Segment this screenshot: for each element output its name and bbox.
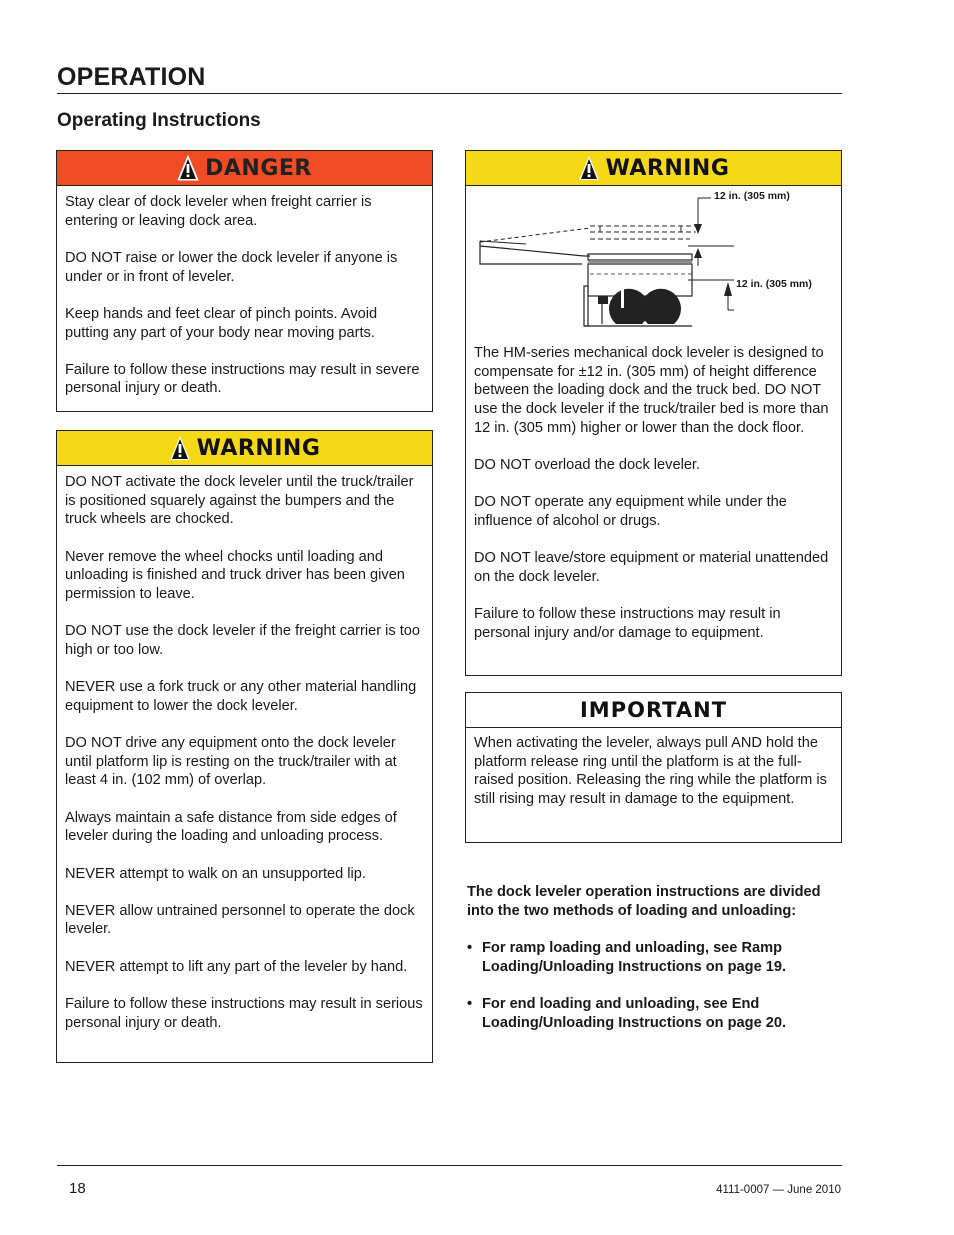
document-id: 4111-0007 — June 2010 [716,1184,841,1196]
dock-leveler-illustration [466,186,841,329]
warning-body-left [57,466,432,1032]
warning-paragraph: Always maintain a safe distance from side edges of leveler during the loading and unloading process. [65,809,397,845]
danger-box [56,150,433,412]
important-paragraph: When activating the leveler, always pull AND hold the platform release ring until the platform is at the full-raised position. Releasing the ring while the platform is still rising may result in damage to the equipment. [474,735,827,808]
warning-paragraph: DO NOT overload the dock leveler. [474,457,701,474]
bullet-text: For ramp loading and unloading, see Ramp Loading/Unloading Instructions on page 19. [482,939,787,975]
warning-triangle-icon [169,435,191,461]
warning-paragraph: Failure to follow these instructions may result in serious personal injury or death. [65,995,423,1031]
operation-methods-text [467,883,842,1051]
warning-label-right: WARNING [605,155,730,181]
instructions-intro: The dock leveler operation instructions are divided into the two methods of loading and unloading: [467,884,821,919]
warning-paragraph: NEVER attempt to walk on an unsupported lip. [65,865,366,882]
title-rule [57,93,842,94]
warning-paragraph: Never remove the wheel chocks until loading and unloading is finished and truck driver has been given permission to leave. [65,548,405,603]
warning-triangle-icon [177,155,199,181]
danger-header [57,151,432,186]
warning-box-left [56,430,433,1063]
warning-box-right [465,150,842,676]
warning-paragraph: DO NOT operate any equipment while under the influence of alcohol or drugs. [474,494,787,529]
important-label: IMPORTANT [579,698,728,722]
danger-paragraph: Stay clear of dock leveler when freight carrier is entering or leaving dock area. [65,194,372,229]
page-subtitle: Operating Instructions [57,110,261,131]
warning-paragraph: DO NOT activate the dock leveler until the truck/trailer is positioned squarely against the bumpers and the truck wheels are chocked. [65,474,414,528]
warning-paragraph: DO NOT leave/store equipment or material unattended on the dock leveler. [474,550,829,585]
list-item [467,939,842,976]
important-header [466,693,841,728]
warning-paragraph: DO NOT use the dock leveler if the freight carrier is too high or too low. [65,623,420,658]
dimension-label-lower: 12 in. (305 mm) [736,278,812,290]
warning-paragraph: NEVER use a fork truck or any other material handling equipment to lower the dock leveler. [65,679,417,714]
dimension-label-upper: 12 in. (305 mm) [714,190,790,202]
warning-body-right [466,329,841,642]
danger-paragraph: Failure to follow these instructions may result in severe personal injury or death. [65,361,420,397]
bullet-icon: • [467,995,473,1012]
warning-triangle-icon [578,155,600,181]
bullet-text: For end loading and unloading, see End Loading/Unloading Instructions on page 20. [482,995,787,1031]
important-box [465,692,842,843]
warning-header-right [466,151,841,186]
section-title: OPERATION [57,63,206,91]
footer-rule [57,1165,842,1166]
list-item [467,995,842,1032]
warning-paragraph: Failure to follow these instructions may result in personal injury and/or damage to equipment. [474,606,781,641]
page-number: 18 [69,1180,86,1197]
warning-paragraph: NEVER attempt to lift any part of the leveler by hand. [65,958,408,975]
important-body [466,728,841,809]
danger-label: DANGER [205,155,312,181]
leveler-height-diagram [466,186,841,329]
warning-header-left [57,431,432,466]
bullet-icon: • [467,939,473,956]
warning-paragraph: The HM-series mechanical dock leveler is designed to compensate for ±12 in. (305 mm) of height difference between the loading dock and the truck bed. DO NOT use the dock leveler if the truck/trailer bed is more than 12 in. (305 mm) higher or lower than the dock floor. [474,345,829,436]
danger-paragraph: DO NOT raise or lower the dock leveler if anyone is under or in front of leveler. [65,249,398,285]
danger-body [57,186,432,398]
danger-paragraph: Keep hands and feet clear of pinch points. Avoid putting any part of your body near moving parts. [65,305,378,341]
warning-paragraph: NEVER allow untrained personnel to operate the dock leveler. [65,902,415,938]
warning-label-left: WARNING [196,435,321,461]
warning-paragraph: DO NOT drive any equipment onto the dock leveler until platform lip is resting on the truck/trailer with at least 4 in. (102 mm) of overlap. [65,735,397,789]
